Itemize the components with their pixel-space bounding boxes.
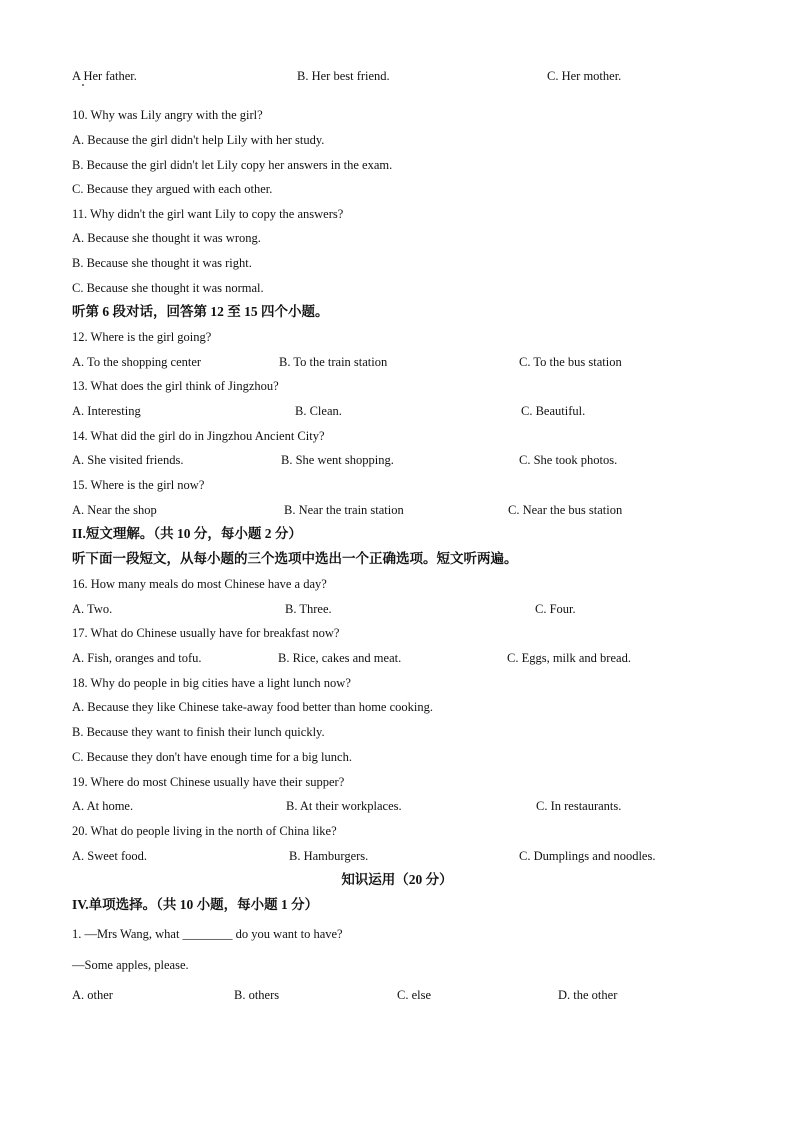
option-c: C. else	[397, 988, 432, 1002]
option-b: B. She went shopping.	[281, 453, 394, 467]
option-c: C. Her mother.	[547, 69, 622, 83]
question-1-reply: —Some apples, please.	[72, 958, 189, 972]
option-c: C. She took photos.	[519, 453, 618, 467]
option-a: A. At home.	[72, 799, 134, 813]
section-instruction: 听第 6 段对话，回答第 12 至 15 四个小题。	[72, 304, 329, 319]
question-15: 15. Where is the girl now?	[72, 478, 205, 492]
option-a: A. Because they like Chinese take-away food better than home cooking.	[72, 700, 433, 714]
option-b: B. others	[234, 988, 280, 1002]
question-17: 17. What do Chinese usually have for breakfast now?	[72, 626, 340, 640]
option-c: C. Dumplings and noodles.	[519, 849, 656, 863]
question-16: 16. How many meals do most Chinese have a day?	[72, 577, 327, 591]
option-d: D. the other	[558, 988, 618, 1002]
option-a: A Her father.	[72, 69, 137, 83]
option-a: A. Near the shop	[72, 503, 157, 517]
option-c: C. Four.	[535, 602, 576, 616]
section-heading: II.短文理解。（共 10 分，每小题 2 分）	[72, 526, 302, 541]
option-a: A. Interesting	[72, 404, 141, 418]
option-b: B. Because the girl didn't let Lily copy her answers in the exam.	[72, 158, 393, 172]
option-a: A. Because she thought it was wrong.	[72, 231, 261, 245]
option-a: A. Sweet food.	[72, 849, 147, 863]
stray-mark	[82, 84, 84, 86]
option-c: C. Near the bus station	[508, 503, 623, 517]
option-a: A. She visited friends.	[72, 453, 184, 467]
section-instruction: 听下面一段短文，从每小题的三个选项中选出一个正确选项。短文听两遍。	[72, 551, 518, 566]
option-c: C. Because she thought it was normal.	[72, 281, 264, 295]
option-c: C. Eggs, milk and bread.	[507, 651, 631, 665]
option-a: A. To the shopping center	[72, 355, 202, 369]
question-12: 12. Where is the girl going?	[72, 330, 212, 344]
option-c: C. In restaurants.	[536, 799, 622, 813]
option-a: A. Because the girl didn't help Lily with her study.	[72, 133, 325, 147]
option-b: B. To the train station	[279, 355, 388, 369]
question-20: 20. What do people living in the north of China like?	[72, 824, 337, 838]
option-b: B. Near the train station	[284, 503, 404, 517]
option-c: C. Beautiful.	[521, 404, 586, 418]
option-a: A. Fish, oranges and tofu.	[72, 651, 202, 665]
option-a: A. Two.	[72, 602, 113, 616]
option-b: B. At their workplaces.	[286, 799, 402, 813]
option-b: B. Because she thought it was right.	[72, 256, 252, 270]
option-b: B. Hamburgers.	[289, 849, 369, 863]
section-heading: IV.单项选择。（共 10 小题，每小题 1 分）	[72, 897, 319, 912]
option-b: B. Her best friend.	[297, 69, 390, 83]
option-a: A. other	[72, 988, 113, 1002]
question-13: 13. What does the girl think of Jingzhou?	[72, 379, 279, 393]
question-19: 19. Where do most Chinese usually have their supper?	[72, 775, 345, 789]
question-1: 1. —Mrs Wang, what ________ do you want to have?	[72, 927, 343, 941]
part-title: 知识运用（20 分）	[341, 872, 453, 887]
question-18: 18. Why do people in big cities have a light lunch now?	[72, 676, 351, 690]
question-11: 11. Why didn't the girl want Lily to copy the answers?	[72, 207, 344, 221]
option-b: B. Because they want to finish their lunch quickly.	[72, 725, 325, 739]
option-b: B. Three.	[285, 602, 332, 616]
option-c: C. Because they don't have enough time for a big lunch.	[72, 750, 352, 764]
question-10: 10. Why was Lily angry with the girl?	[72, 108, 263, 122]
option-b: B. Clean.	[295, 404, 342, 418]
option-c: C. To the bus station	[519, 355, 622, 369]
option-c: C. Because they argued with each other.	[72, 182, 273, 196]
question-14: 14. What did the girl do in Jingzhou Ancient City?	[72, 429, 325, 443]
option-b: B. Rice, cakes and meat.	[278, 651, 402, 665]
